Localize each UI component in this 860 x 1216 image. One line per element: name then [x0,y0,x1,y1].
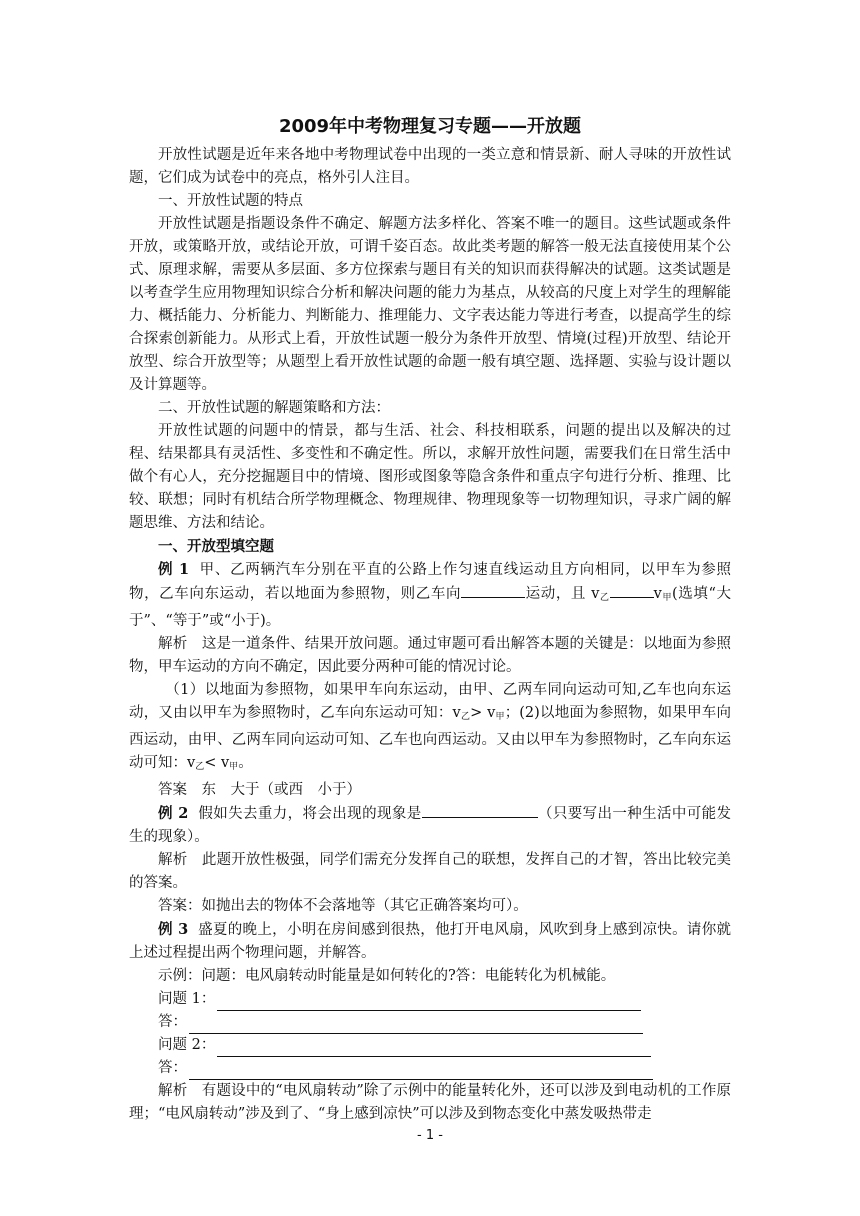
answer-2-line: 答： [129,1057,731,1080]
question-1-blank [217,994,641,1011]
blank-compare [610,582,654,598]
example-3-question: 例 3 盛夏的晚上，小明在房间感到很热，他打开电风扇，风吹到身上感到凉快。请你就上述过程提出两个物理问题，并解答。 [129,921,732,961]
example-3-analysis: 解析 有题设中的“电风扇转动”除了示例中的能量转化外，还可以涉及到电动机的工作原理；“电风扇转动”涉及到了、“身上感到凉快”可以涉及到物态变化中蒸发吸热带走 [129,1083,732,1122]
example-1-analysis: 解析 这是一道条件、结果开放问题。通过审题可看出解答本题的关键是：以地面为参照物，甲车运动的方向不确定，因此要分两种可能的情况讨论。 [129,636,732,675]
answer-1-blank [189,1017,643,1034]
example-2-label: 例 2 [158,805,189,822]
section-heading-strategies: 二、开放性试题的解题策略和方法： [158,400,390,416]
blank-phenomenon [422,802,538,818]
intro-paragraph: 开放性试题是近年来各地中考物理试卷中出现的一类立意和情景新、耐人寻味的开放性试题，它们成为试卷中的亮点，格外引人注目。 [129,147,731,186]
page-number: - 1 - [417,1128,443,1143]
example-1-question: 例 1 甲、乙两辆汽车分别在平直的公路上作匀速直线运动且方向相同，以甲车为参照物，乙车向东运动，若以地面为参照物，则乙车向 运动，且 $v_乙$ $v_甲$(选填“大于”、“等于”或“小于)。 [129,561,732,629]
answer-1-line: 答： [129,1011,731,1034]
example-2-question: 例 2 假如失去重力，将会出现的现象是 （只要写出一种生活中可能发生的现象）。 [129,802,731,849]
document-body [129,114,731,1126]
document-title: 2009年中考物理复习专题——开放题 [278,116,582,137]
example-1-cases: （1）以地面为参照物，如果甲车向东运动，由甲、乙两车同向运动可知,乙车也向东运动，又由以甲车为参照物时，乙车向东运动可知：$v_乙> v_甲$；(2)以地面为参照物，如果甲车向西运动，由甲、乙两车同向运动可知、乙车也向西运动。又由以甲车为参照物时，乙车向东运动可知：$v_乙< v_甲$。 [129,682,731,772]
question-2-blank [217,1040,651,1057]
example-3-sample: 示例：问题：电风扇转动时能量是如何转化的?答：电能转化为机械能。 [158,968,616,984]
strategies-paragraph: 开放性试题的问题中的情景，都与生活、社会、科技相联系，问题的提出以及解决的过程、结果都具有灵活性、多变性和不确定性。所以，求解开放性问题，需要我们在日常生活中做个有心人，充分挖掘题目中的情境、图形或图象等隐含条件和重点字句进行分析、推理、比较、联想；同时有机结合所学物理概念、物理规律、物理现象等一切物理知识，寻求广阔的解题思维、方法和结论。 [129,423,731,531]
blank-direction [461,582,525,598]
example-2-analysis: 解析 此题开放性极强，同学们需充分发挥自己的联想，发挥自己的才智，答出比较完美的答案。 [129,852,732,891]
example-1-label: 例 1 [158,561,190,578]
example-3-label: 例 3 [158,921,189,938]
features-paragraph: 开放性试题是指题设条件不确定、解题方法多样化、答案不唯一的题目。这些试题或条件开放，或策略开放，或结论开放，可谓千姿百态。故此类考题的解答一般无法直接使用某个公式、原理求解，需要从多层面、多方位探索与题目有关的知识而获得解决的试题。这类试题是以考查学生应用物理知识综合分析和解决问题的能力为基点，从较高的尺度上对学生的理解能力、概括能力、分析能力、判断能力、推理能力、文字表达能力等进行考查，以提高学生的综合探索创新能力。从形式上看，开放性试题一般分为条件开放型、情境(过程)开放型、结论开放型、综合开放型等；从题型上看开放性试题的命题一般有填空题、选择题、实验与设计题以及计算题等。 [129,216,731,393]
example-1-answer: 答案 东 大于（或西 小于） [158,782,361,798]
section-heading-fill-blank: 一、开放型填空题 [158,538,274,555]
section-heading-features: 一、开放性试题的特点 [158,193,303,209]
example-2-answer: 答案：如抛出去的物体不会落地等（其它正确答案均可）。 [158,898,528,914]
question-1-line: 问题 1： [129,988,731,1011]
question-2-line: 问题 2： [129,1034,731,1057]
answer-2-blank [189,1063,653,1080]
